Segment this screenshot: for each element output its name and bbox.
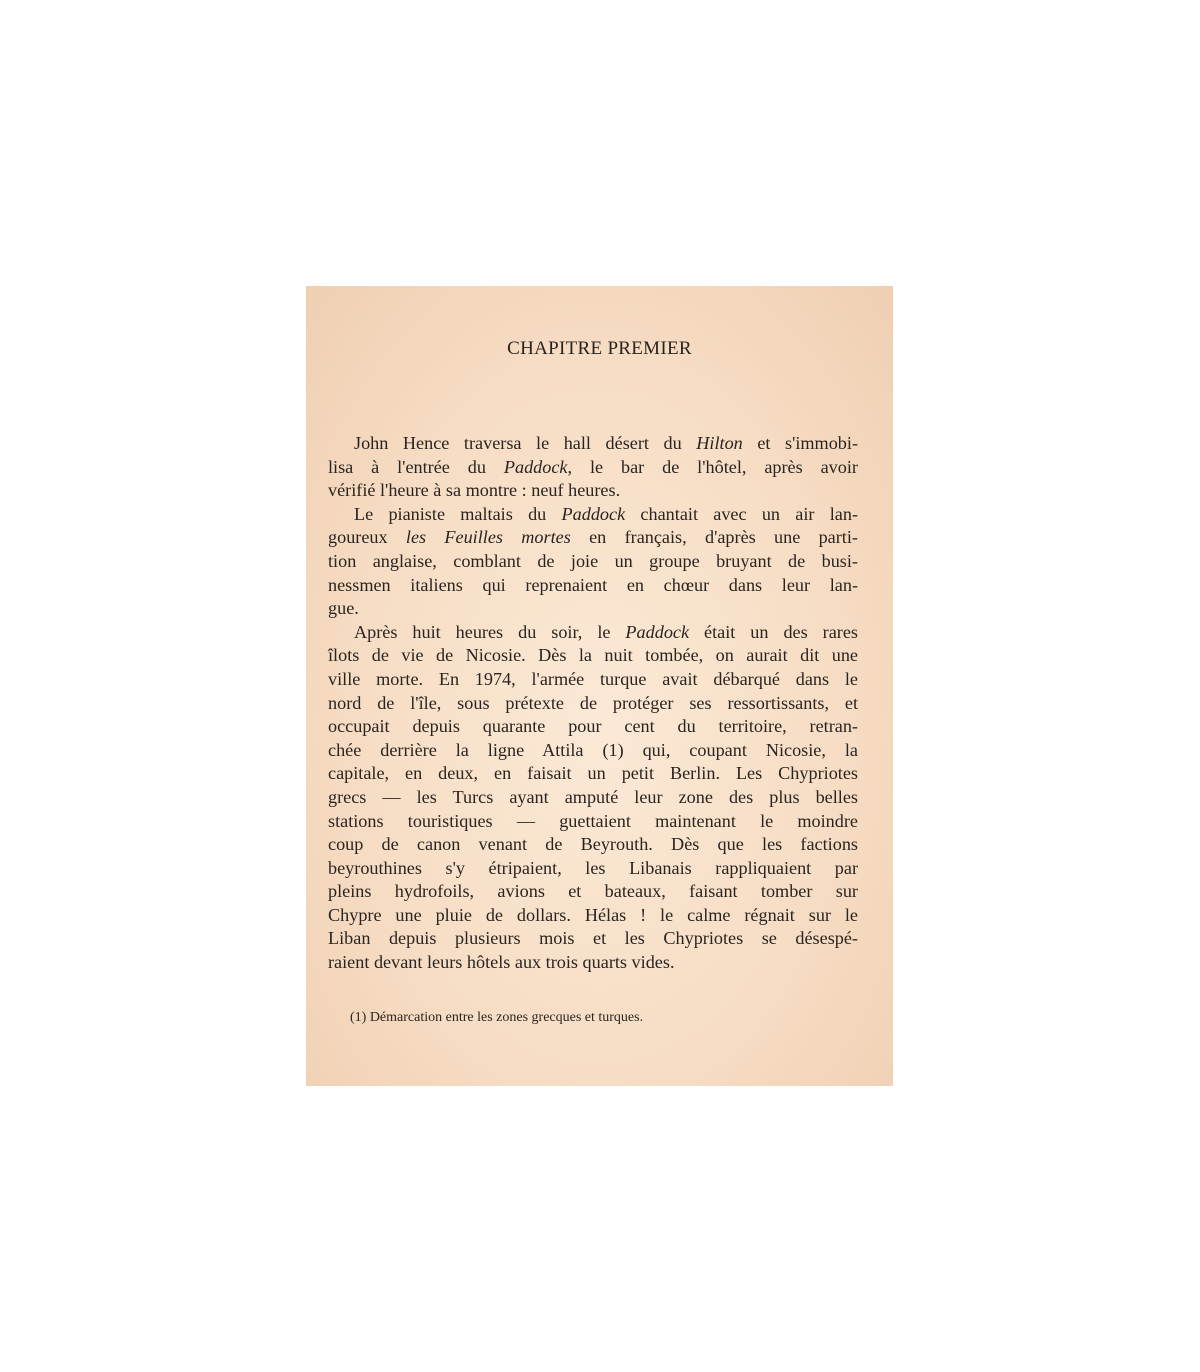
text-line: nord de l'île, sous prétexte de protéger ses ressortissants, et <box>328 692 858 713</box>
italic-title: Paddock <box>503 456 568 477</box>
italic-title: Paddock <box>625 621 690 642</box>
italic-title: Hilton <box>696 433 743 453</box>
text-line: gue. <box>328 598 359 619</box>
text-line: chée derrière la ligne Attila (1) qui, coupant Nicosie, la <box>328 739 858 760</box>
italic-title: Paddock <box>561 503 626 524</box>
text-line: tion anglaise, comblant de joie un groupe bruyant de busi- <box>328 550 858 571</box>
paragraph <box>328 503 858 621</box>
text-line: beyrouthines s'y étripaient, les Libanais rappliquaient par <box>328 857 858 878</box>
text-line: grecs — les Turcs ayant amputé leur zone des plus belles <box>328 786 858 807</box>
text-line: John Hence traversa le hall désert du Hilton et s'immobi- <box>354 433 859 453</box>
paragraph <box>328 432 858 503</box>
chapter-body <box>328 432 858 975</box>
text-line: Chypre une pluie de dollars. Hélas ! le calme régnait sur le <box>328 904 858 925</box>
text-line: occupait depuis quarante pour cent du territoire, retran- <box>328 716 858 737</box>
chapter-title: CHAPITRE PREMIER <box>507 338 692 359</box>
italic-title: les Feuilles mortes <box>405 527 571 548</box>
footnote: (1) Démarcation entre les zones grecques et turques. <box>350 1010 644 1025</box>
text-line: Liban depuis plusieurs mois et les Chypriotes se désespé- <box>328 928 858 949</box>
text-line: îlots de vie de Nicosie. Dès la nuit tombée, on aurait dit une <box>328 645 858 666</box>
paragraph <box>328 621 858 975</box>
text-line: vérifié l'heure à sa montre : neuf heures. <box>328 480 621 501</box>
book-page <box>306 286 893 1086</box>
text-line: capitale, en deux, en faisait un petit Berlin. Les Chypriotes <box>328 763 858 784</box>
text-line: stations touristiques — guettaient maintenant le moindre <box>328 810 858 831</box>
text-line: coup de canon venant de Beyrouth. Dès que les factions <box>328 834 858 855</box>
text-line: Après huit heures du soir, le Paddock était un des rares <box>354 621 859 642</box>
text-line: raient devant leurs hôtels aux trois quarts vides. <box>328 952 675 973</box>
text-line: Le pianiste maltais du Paddock chantait avec un air lan- <box>354 503 859 524</box>
text-line: nessmen italiens qui reprenaient en chœur dans leur lan- <box>328 574 858 595</box>
text-line: pleins hydrofoils, avions et bateaux, faisant tomber sur <box>328 881 858 902</box>
text-line: lisa à l'entrée du Paddock, le bar de l'hôtel, après avoir <box>328 456 858 477</box>
text-line: goureux les Feuilles mortes en français, d'après une parti- <box>328 527 858 548</box>
text-line: ville morte. En 1974, l'armée turque avait débarqué dans le <box>328 668 858 689</box>
